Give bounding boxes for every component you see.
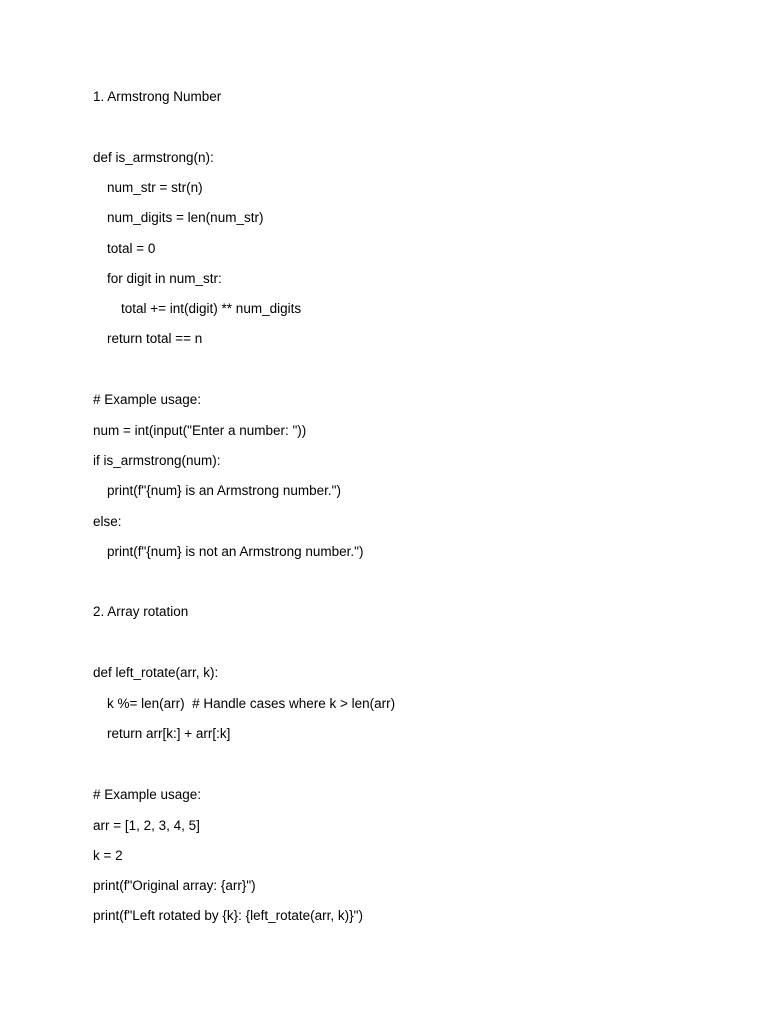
code-line: num_str = str(n) (107, 180, 203, 195)
code-line: print(f"Original array: {arr}") (93, 878, 256, 893)
code-comment: # Example usage: (93, 392, 202, 407)
code-comment: # Example usage: (93, 787, 202, 802)
section-heading-array-rotation: 2. Array rotation (93, 604, 189, 619)
code-line: num_digits = len(num_str) (107, 210, 264, 225)
code-line: print(f"{num} is an Armstrong number.") (107, 483, 341, 498)
code-line: def is_armstrong(n): (93, 150, 214, 165)
code-line: num = int(input("Enter a number: ")) (93, 423, 307, 438)
section-heading-armstrong: 1. Armstrong Number (93, 89, 222, 104)
code-line: k = 2 (93, 848, 123, 863)
code-line: return total == n (107, 331, 203, 346)
code-line: print(f"Left rotated by {k}: {left_rotate(arr, k)}") (93, 908, 363, 923)
code-line: total += int(digit) ** num_digits (121, 301, 302, 316)
code-line: def left_rotate(arr, k): (93, 665, 219, 680)
code-line: total = 0 (107, 241, 156, 256)
code-line: if is_armstrong(num): (93, 453, 221, 468)
code-line: for digit in num_str: (107, 271, 222, 286)
code-line: else: (93, 514, 122, 529)
code-line: arr = [1, 2, 3, 4, 5] (93, 818, 200, 833)
code-line: k %= len(arr) # Handle cases where k > len(arr) (107, 696, 396, 711)
code-line: print(f"{num} is not an Armstrong number.") (107, 544, 364, 559)
code-line: return arr[k:] + arr[:k] (107, 726, 231, 741)
